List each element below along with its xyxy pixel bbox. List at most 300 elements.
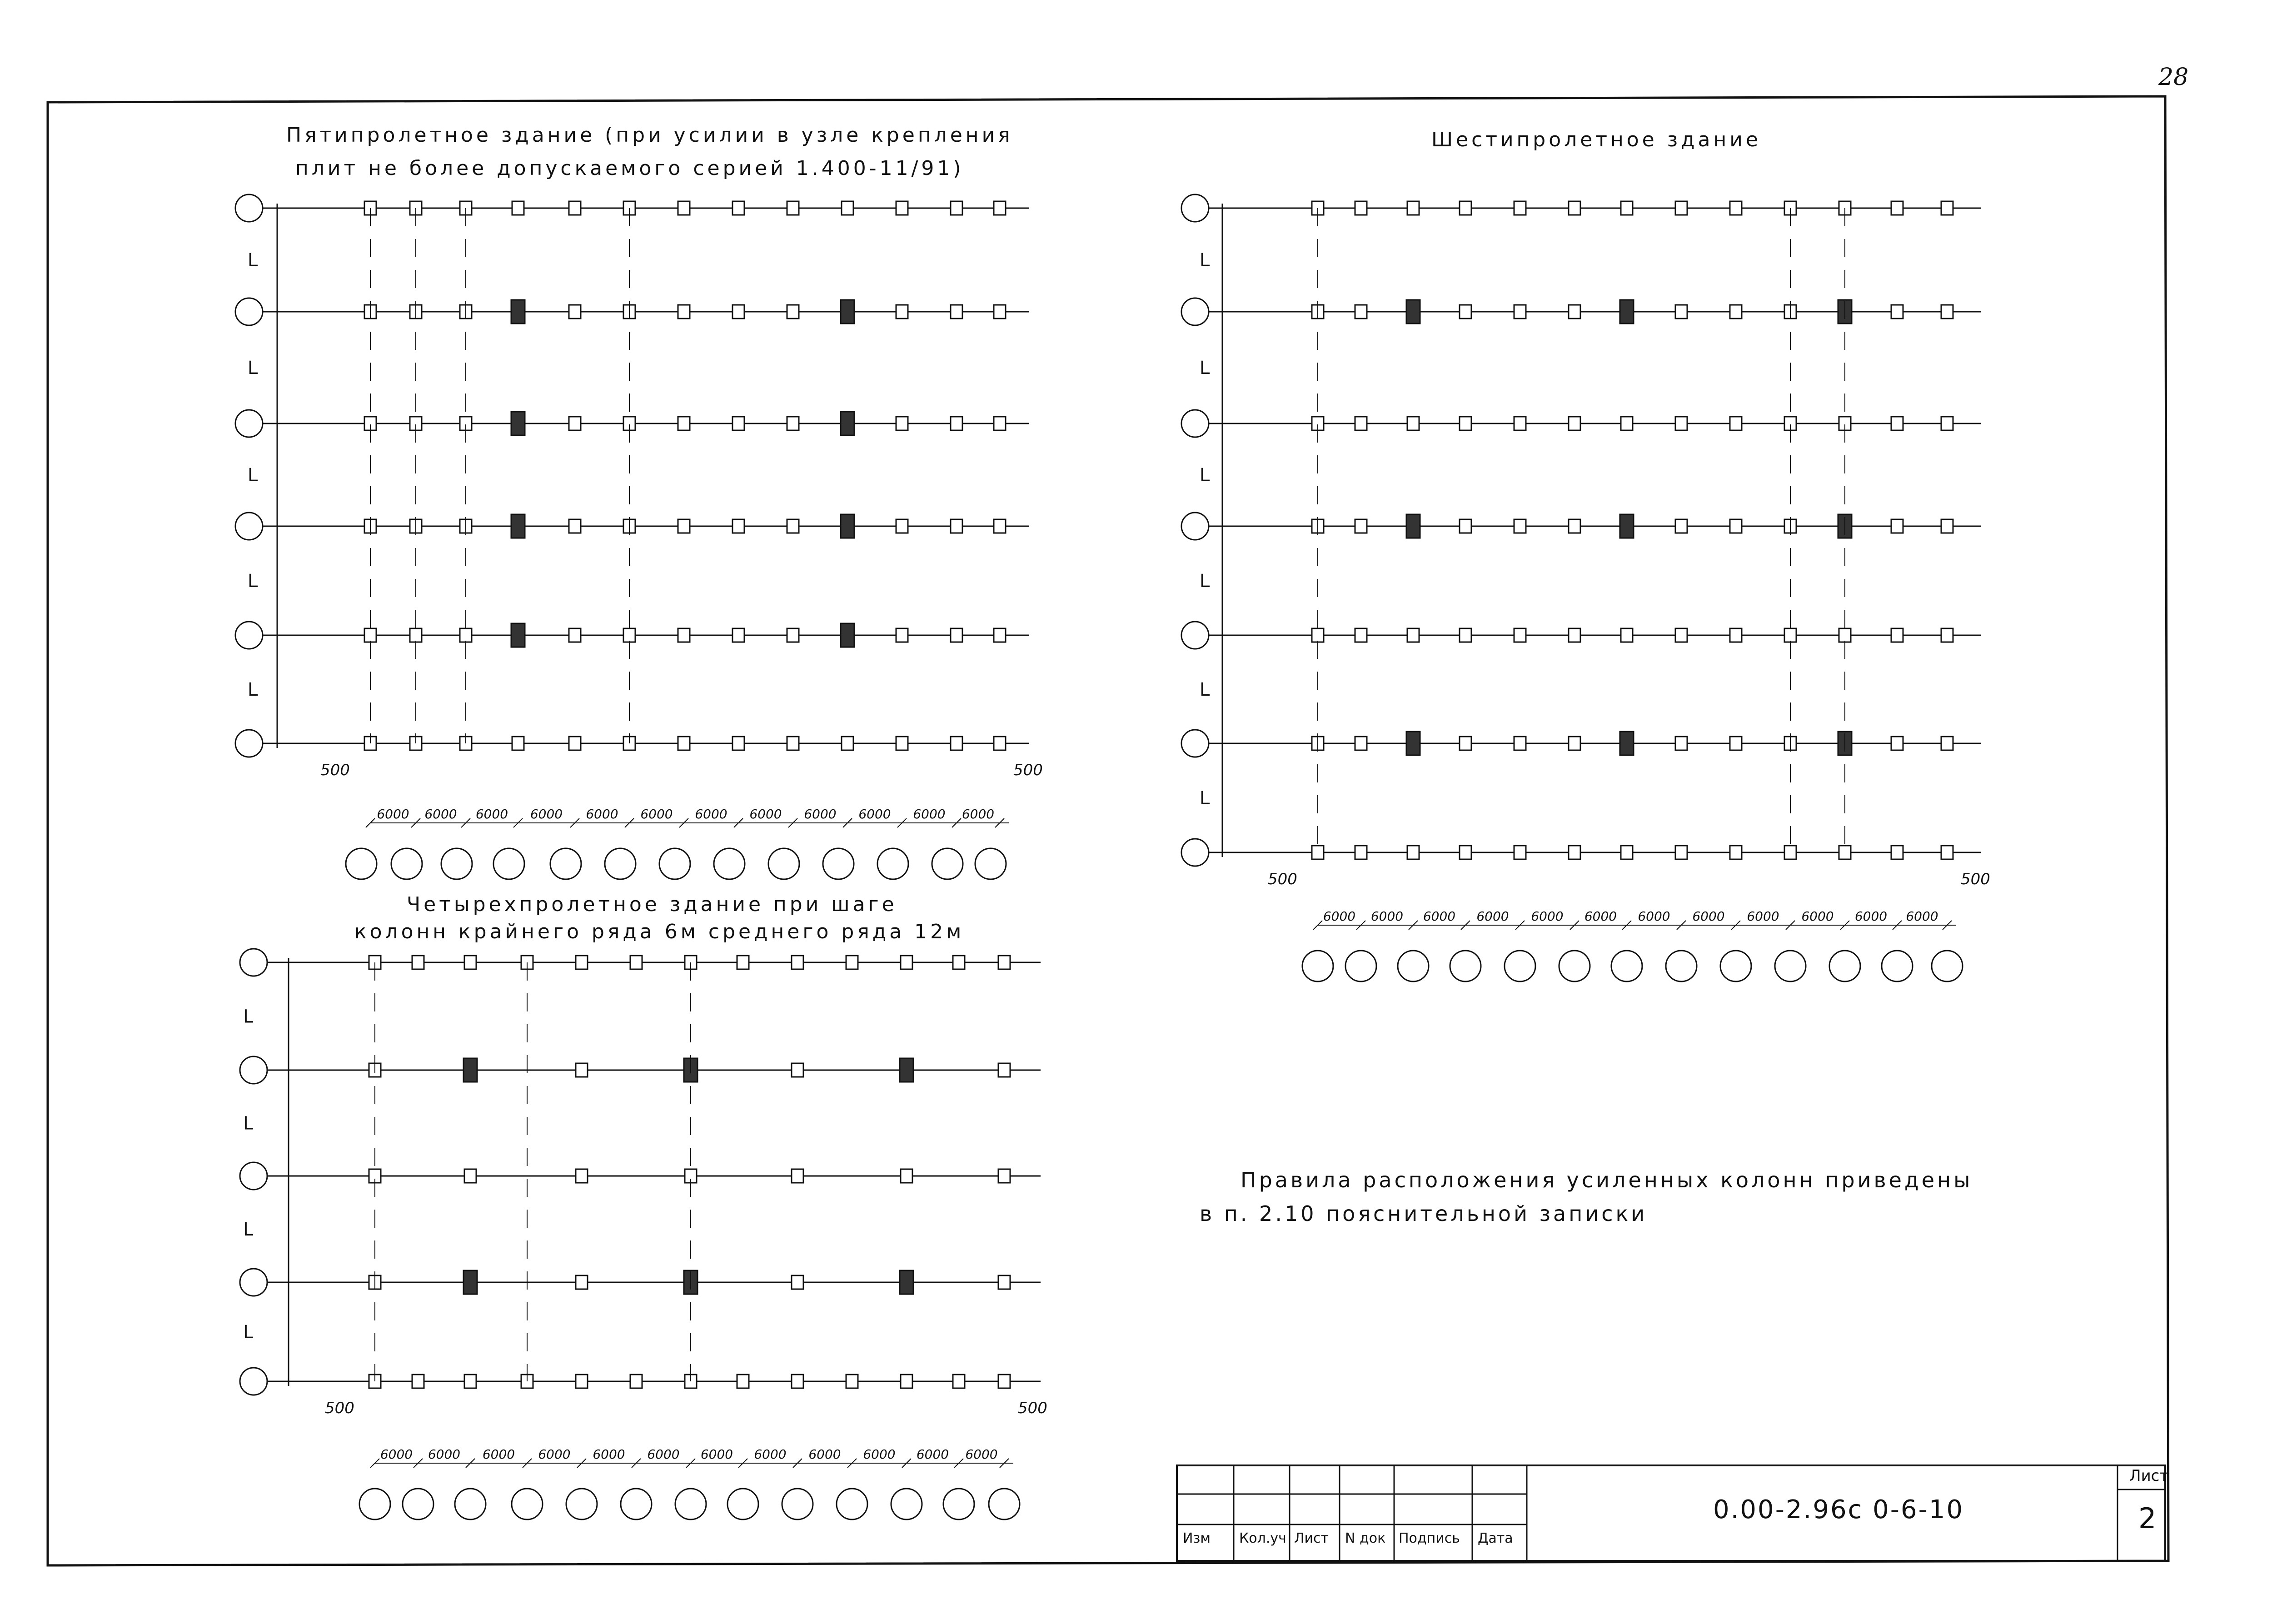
five_span-column	[732, 305, 744, 319]
six_span-column	[1941, 417, 1953, 430]
five_span-column	[569, 737, 581, 750]
five_span-pitch-label: 6000	[804, 807, 837, 822]
five_span-column	[732, 201, 744, 215]
six_span-pitch-label: 6000	[1423, 909, 1456, 924]
four_span-column	[792, 956, 803, 969]
title-block-header-data: Дата	[1478, 1530, 1513, 1546]
five_span-column	[994, 628, 1006, 642]
four_span-column	[792, 1275, 803, 1289]
five_span-column	[842, 201, 853, 215]
six_span-column	[1891, 305, 1903, 319]
five_span-column	[678, 737, 690, 750]
five-span-title-line2: плит не более допускаемого серией 1.400-11/91)	[295, 157, 964, 180]
five_span-column	[678, 628, 690, 642]
five_span-column	[569, 201, 581, 215]
six_span-column	[1891, 737, 1903, 750]
six_span-edge-dim-right: 500	[1961, 870, 1990, 888]
four_span-reinforced-column	[463, 1270, 477, 1294]
six_span-column-axis-bubble	[1932, 951, 1963, 981]
five_span-column	[951, 417, 962, 430]
four_span-column	[998, 1375, 1010, 1388]
five_span-pitch-label: 6000	[530, 807, 563, 822]
four_span-column	[576, 1375, 588, 1388]
four_span-plan	[240, 949, 1047, 1519]
four_span-column-axis-bubble	[891, 1489, 922, 1519]
six_span-column	[1569, 846, 1580, 859]
six_span-column	[1621, 201, 1633, 215]
six_span-column	[1675, 737, 1687, 750]
four_span-pitch-label: 6000	[808, 1447, 841, 1462]
five_span-column	[732, 417, 744, 430]
six_span-pitch-label: 6000	[1854, 909, 1888, 924]
five_span-row-axis-bubble	[235, 298, 263, 325]
five_span-column	[569, 305, 581, 319]
six_span-column-axis-bubble	[1666, 951, 1697, 981]
six_span-column-axis-bubble	[1345, 951, 1376, 981]
four_span-column-axis-bubble	[989, 1489, 1020, 1519]
six_span-pitch-label: 6000	[1747, 909, 1779, 924]
four_span-column	[901, 1169, 912, 1183]
five_span-column	[678, 305, 690, 319]
six_span-column	[1730, 417, 1742, 430]
five_span-reinforced-column	[841, 514, 854, 538]
five_span-column	[410, 628, 422, 642]
six_span-column	[1407, 628, 1419, 642]
title-block-header-izm: Изм	[1183, 1530, 1211, 1546]
five_span-column	[842, 737, 853, 750]
six_span-row-axis-bubble	[1181, 513, 1209, 540]
five_span-column-axis-bubble	[768, 848, 799, 879]
five_span-column	[896, 519, 908, 533]
five_span-column	[787, 201, 799, 215]
reinforced-columns-note	[1200, 1163, 1973, 1230]
five_span-column	[951, 305, 962, 319]
five_span-reinforced-column	[511, 412, 525, 435]
six_span-column	[1569, 417, 1580, 430]
six_span-column-axis-bubble	[1302, 951, 1333, 981]
four_span-pitch-label: 6000	[863, 1447, 896, 1462]
six_span-pitch-label: 6000	[1370, 909, 1404, 924]
title-block-sheet-label: Лист	[2129, 1467, 2169, 1485]
title-block-designation: 0.00-2.96с 0-6-10	[1713, 1495, 1964, 1524]
six_span-column-axis-bubble	[1720, 951, 1751, 981]
six_span-column	[1460, 305, 1471, 319]
six_span-pitch-label: 6000	[1801, 909, 1834, 924]
four_span-column	[576, 1063, 588, 1077]
five_span-column	[994, 305, 1006, 319]
five_span-column	[512, 737, 524, 750]
six_span-column	[1730, 737, 1742, 750]
six_span-column	[1730, 201, 1742, 215]
five_span-span-label: L	[248, 465, 258, 486]
six_span-plan	[1181, 194, 1990, 981]
six-span-title: Шестипролетное здание	[1431, 128, 1761, 151]
four_span-column-axis-bubble	[943, 1489, 974, 1519]
six_span-column	[1941, 737, 1953, 750]
four_span-column	[846, 1375, 858, 1388]
five_span-column	[732, 519, 744, 533]
four_span-column-axis-bubble	[566, 1489, 597, 1519]
six_span-column	[1839, 628, 1851, 642]
five_span-column-axis-bubble	[932, 848, 963, 879]
four_span-column	[998, 1169, 1010, 1183]
four_span-column	[792, 1063, 803, 1077]
four_span-column	[737, 956, 749, 969]
five_span-column	[732, 628, 744, 642]
six_span-reinforced-column	[1620, 300, 1634, 324]
five_span-reinforced-column	[841, 412, 854, 435]
five_span-pitch-label: 6000	[377, 807, 409, 822]
five_span-row-axis-bubble	[235, 622, 263, 649]
six_span-column	[1941, 201, 1953, 215]
five_span-row-axis-bubble	[235, 194, 263, 222]
five_span-pitch-label: 6000	[424, 807, 457, 822]
six_span-column	[1514, 737, 1526, 750]
four_span-pitch-label: 6000	[593, 1447, 625, 1462]
five_span-reinforced-column	[511, 300, 525, 324]
five_span-column	[569, 628, 581, 642]
six_span-span-label: L	[1200, 358, 1210, 379]
six_span-column	[1941, 305, 1953, 319]
five_span-pitch-label: 6000	[640, 807, 673, 822]
six_span-column	[1569, 519, 1580, 533]
five_span-edge-dim-right: 500	[1013, 761, 1043, 779]
title-block-header-podpis: Подпись	[1399, 1530, 1460, 1546]
four_span-pitch-label: 6000	[647, 1447, 680, 1462]
five_span-column	[623, 628, 635, 642]
five_span-column	[896, 305, 908, 319]
six_span-reinforced-column	[1406, 300, 1420, 324]
four_span-row-axis-bubble	[240, 1162, 267, 1190]
five_span-row-axis-bubble	[235, 410, 263, 437]
six_span-column-axis-bubble	[1775, 951, 1806, 981]
four_span-column	[464, 1169, 476, 1183]
four_span-column-axis-bubble	[727, 1489, 758, 1519]
five_span-column	[787, 519, 799, 533]
five_span-column	[787, 737, 799, 750]
five_span-column-axis-bubble	[605, 848, 636, 879]
five-span-title-line1: Пятипролетное здание (при усилии в узле крепления	[286, 124, 1013, 147]
six_span-column	[1730, 628, 1742, 642]
five_span-column	[994, 737, 1006, 750]
four_span-column	[576, 956, 588, 969]
six_span-column	[1514, 201, 1526, 215]
four-span-title-line2: колонн крайнего ряда 6м среднего ряда 12м	[354, 920, 965, 943]
five_span-column	[732, 737, 744, 750]
five_span-span-label: L	[248, 679, 258, 700]
four_span-column-axis-bubble	[512, 1489, 543, 1519]
five_span-column-axis-bubble	[391, 848, 422, 879]
five_span-column-axis-bubble	[975, 848, 1006, 879]
five_span-column	[787, 628, 799, 642]
six_span-column	[1355, 628, 1367, 642]
title-block-sheet-number: 2	[2138, 1502, 2157, 1535]
five_span-column	[994, 201, 1006, 215]
six_span-column	[1891, 417, 1903, 430]
six_span-column	[1891, 201, 1903, 215]
five_span-row-axis-bubble	[235, 730, 263, 757]
four_span-column	[412, 1375, 424, 1388]
six_span-column	[1355, 305, 1367, 319]
six_span-reinforced-column	[1620, 514, 1634, 538]
four_span-column	[953, 956, 965, 969]
six_span-span-label: L	[1200, 788, 1210, 809]
five_span-reinforced-column	[841, 623, 854, 647]
six_span-column	[1621, 417, 1633, 430]
four_span-column	[576, 1275, 588, 1289]
five_span-column	[569, 417, 581, 430]
five_span-column	[951, 519, 962, 533]
six_span-span-label: L	[1200, 679, 1210, 700]
four_span-column	[464, 956, 476, 969]
six_span-pitch-label: 6000	[1531, 909, 1564, 924]
five_span-column-axis-bubble	[659, 848, 690, 879]
six_span-column	[1407, 201, 1419, 215]
six_span-column	[1460, 519, 1471, 533]
six_span-span-label: L	[1200, 250, 1210, 271]
five_span-column	[460, 628, 472, 642]
six_span-column	[1675, 305, 1687, 319]
five_span-edge-dim-left: 500	[320, 761, 350, 779]
six_span-column	[1569, 201, 1580, 215]
six_span-column	[1569, 737, 1580, 750]
six_span-reinforced-column	[1406, 514, 1420, 538]
five_span-column	[678, 201, 690, 215]
six_span-reinforced-column	[1406, 732, 1420, 755]
six_span-column	[1941, 846, 1953, 859]
six_span-column-axis-bubble	[1611, 951, 1642, 981]
six_span-column	[1569, 628, 1580, 642]
six_span-column-axis-bubble	[1398, 951, 1429, 981]
six_span-column	[1675, 628, 1687, 642]
four_span-pitch-label: 6000	[754, 1447, 787, 1462]
four_span-row-axis-bubble	[240, 1368, 267, 1395]
six_span-column	[1941, 519, 1953, 533]
four_span-pitch-label: 6000	[538, 1447, 571, 1462]
six_span-column-axis-bubble	[1505, 951, 1535, 981]
four-span-title-line1: Четырехпролетное здание при шаге	[407, 893, 897, 916]
five_span-column	[787, 417, 799, 430]
six_span-column	[1355, 417, 1367, 430]
four_span-column-axis-bubble	[675, 1489, 706, 1519]
five_span-column	[994, 417, 1006, 430]
five_span-column-axis-bubble	[346, 848, 377, 879]
six_span-column	[1730, 519, 1742, 533]
four_span-row-axis-bubble	[240, 1056, 267, 1084]
six_span-span-label: L	[1200, 465, 1210, 486]
six_span-column	[1355, 201, 1367, 215]
note-line1: Правила расположения усиленных колонн приведены	[1241, 1168, 1973, 1192]
four_span-column	[412, 956, 424, 969]
four_span-column-axis-bubble	[359, 1489, 390, 1519]
five_span-column-axis-bubble	[550, 848, 581, 879]
four_span-column-axis-bubble	[403, 1489, 433, 1519]
five_span-column	[951, 737, 962, 750]
five_span-column	[994, 519, 1006, 533]
five_span-pitch-label: 6000	[749, 807, 782, 822]
six_span-row-axis-bubble	[1181, 298, 1209, 325]
five_span-span-label: L	[248, 358, 258, 379]
six_span-pitch-label: 6000	[1692, 909, 1725, 924]
five_span-column	[569, 519, 581, 533]
six_span-reinforced-column	[1620, 732, 1634, 755]
five_span-column-axis-bubble	[823, 848, 854, 879]
six_span-column	[1621, 628, 1633, 642]
five_span-pitch-label: 6000	[962, 807, 995, 822]
six_span-column	[1730, 846, 1742, 859]
six_span-column	[1891, 628, 1903, 642]
five_span-plan	[235, 194, 1043, 879]
six_span-column	[1730, 305, 1742, 319]
four_span-column	[901, 956, 912, 969]
six_span-column	[1514, 628, 1526, 642]
six_span-column	[1784, 628, 1796, 642]
four_span-column	[792, 1169, 803, 1183]
four_span-column	[953, 1375, 965, 1388]
four_span-column	[576, 1169, 588, 1183]
six_span-column	[1891, 519, 1903, 533]
six_span-column	[1460, 737, 1471, 750]
four_span-column	[901, 1375, 912, 1388]
four_span-pitch-label: 6000	[916, 1447, 949, 1462]
five_span-column	[364, 628, 376, 642]
five_span-column-axis-bubble	[441, 848, 472, 879]
four_span-column	[630, 1375, 642, 1388]
six_span-row-axis-bubble	[1181, 730, 1209, 757]
four_span-pitch-label: 6000	[700, 1447, 733, 1462]
six_span-column	[1514, 417, 1526, 430]
five_span-column	[512, 201, 524, 215]
four_span-row-axis-bubble	[240, 949, 267, 976]
four_span-span-label: L	[243, 1006, 254, 1027]
six_span-pitch-label: 6000	[1584, 909, 1617, 924]
title-block-header-kol-uch: Кол.уч	[1239, 1530, 1286, 1546]
four_span-pitch-label: 6000	[380, 1447, 413, 1462]
five_span-column	[678, 417, 690, 430]
four_span-column	[998, 956, 1010, 969]
six_span-column	[1355, 846, 1367, 859]
four_span-column-axis-bubble	[621, 1489, 652, 1519]
five_span-pitch-label: 6000	[586, 807, 618, 822]
five_span-column	[951, 201, 962, 215]
six_span-pitch-label: 6000	[1638, 909, 1670, 924]
four_span-column-axis-bubble	[782, 1489, 813, 1519]
six_span-column-axis-bubble	[1882, 951, 1913, 981]
six_span-column	[1675, 519, 1687, 533]
title-block-header-n-dok: N док	[1345, 1530, 1386, 1546]
four_span-column-axis-bubble	[837, 1489, 867, 1519]
four_span-column	[998, 1063, 1010, 1077]
title-block	[1177, 1465, 2165, 1561]
five_span-column	[896, 737, 908, 750]
six_span-column	[1675, 417, 1687, 430]
six_span-column	[1312, 628, 1324, 642]
five_span-column-axis-bubble	[877, 848, 908, 879]
four_span-edge-dim-right: 500	[1018, 1399, 1047, 1417]
title-block-frame	[1177, 1465, 2165, 1561]
five_span-pitch-label: 6000	[475, 807, 508, 822]
four_span-span-label: L	[243, 1113, 254, 1134]
six_span-span-label: L	[1200, 571, 1210, 592]
four_span-column	[737, 1375, 749, 1388]
six_span-column-axis-bubble	[1450, 951, 1481, 981]
four_span-column-axis-bubble	[455, 1489, 486, 1519]
five_span-column	[787, 305, 799, 319]
six_span-row-axis-bubble	[1181, 410, 1209, 437]
six_span-column	[1355, 519, 1367, 533]
five_span-span-label: L	[248, 250, 258, 271]
six_span-column	[1621, 846, 1633, 859]
four_span-column	[998, 1275, 1010, 1289]
six_span-column	[1407, 417, 1419, 430]
four_span-pitch-label: 6000	[965, 1447, 998, 1462]
five_span-column	[896, 201, 908, 215]
six_span-column	[1569, 305, 1580, 319]
six_span-row-axis-bubble	[1181, 194, 1209, 222]
four_span-row-axis-bubble	[240, 1269, 267, 1296]
six_span-pitch-label: 6000	[1906, 909, 1938, 924]
five_span-reinforced-column	[841, 300, 854, 324]
six_span-pitch-label: 6000	[1476, 909, 1509, 924]
six_span-column	[1407, 846, 1419, 859]
four_span-column	[846, 956, 858, 969]
title-block-header-list: Лист	[1294, 1530, 1329, 1546]
five_span-column	[951, 628, 962, 642]
four_span-column	[464, 1375, 476, 1388]
six_span-column	[1460, 846, 1471, 859]
six_span-column	[1355, 737, 1367, 750]
six_span-column	[1514, 846, 1526, 859]
five_span-reinforced-column	[511, 623, 525, 647]
four_span-pitch-label: 6000	[482, 1447, 515, 1462]
four_span-reinforced-column	[463, 1058, 477, 1082]
six_span-column	[1891, 846, 1903, 859]
six_span-column-axis-bubble	[1829, 951, 1860, 981]
six_span-edge-dim-left: 500	[1268, 870, 1297, 888]
five_span-column-axis-bubble	[493, 848, 524, 879]
five_span-pitch-label: 6000	[913, 807, 946, 822]
four_span-column	[792, 1375, 803, 1388]
four_span-reinforced-column	[900, 1058, 913, 1082]
four_span-edge-dim-left: 500	[325, 1399, 354, 1417]
six_span-column	[1460, 417, 1471, 430]
five_span-column	[896, 417, 908, 430]
five_span-row-axis-bubble	[235, 513, 263, 540]
four_span-span-label: L	[243, 1219, 254, 1240]
five_span-pitch-label: 6000	[695, 807, 727, 822]
five_span-span-label: L	[248, 571, 258, 592]
six_span-row-axis-bubble	[1181, 622, 1209, 649]
four_span-column	[630, 956, 642, 969]
six_span-column	[1460, 201, 1471, 215]
four_span-span-label: L	[243, 1322, 254, 1343]
six_span-column-axis-bubble	[1559, 951, 1590, 981]
six_span-column	[1941, 628, 1953, 642]
six_span-column	[1460, 628, 1471, 642]
four_span-pitch-label: 6000	[428, 1447, 461, 1462]
five_span-column-axis-bubble	[714, 848, 745, 879]
four_span-reinforced-column	[900, 1270, 913, 1294]
five_span-reinforced-column	[511, 514, 525, 538]
five_span-column	[896, 628, 908, 642]
note-line2: в п. 2.10 пояснительной записки	[1200, 1201, 1648, 1226]
six_span-column	[1675, 846, 1687, 859]
six_span-pitch-label: 6000	[1323, 909, 1356, 924]
five_span-column	[678, 519, 690, 533]
six_span-column	[1675, 201, 1687, 215]
six_span-row-axis-bubble	[1181, 839, 1209, 866]
six_span-column	[1514, 305, 1526, 319]
